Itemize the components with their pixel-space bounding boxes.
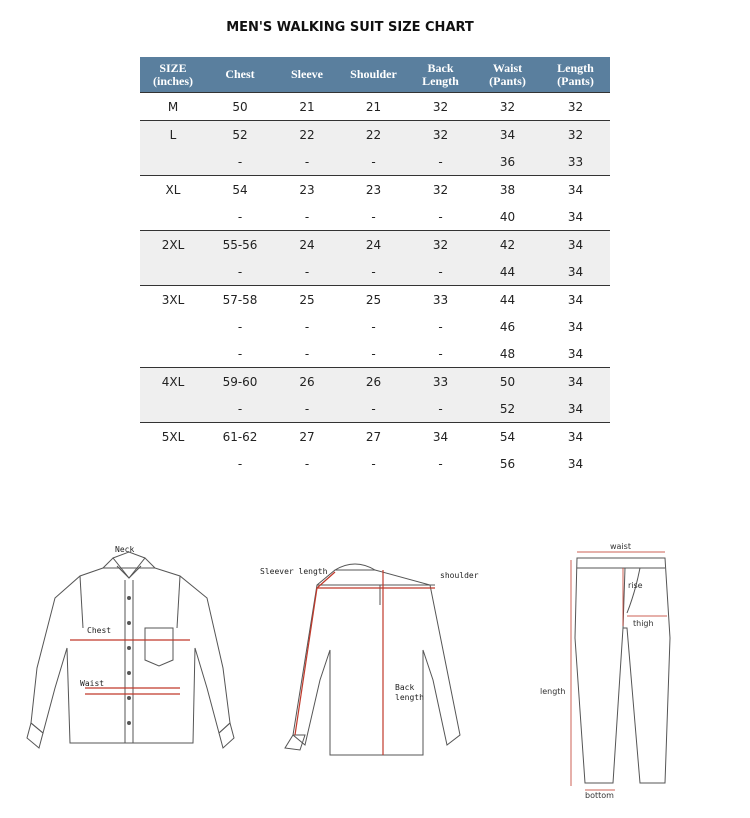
table-row <box>140 368 610 396</box>
table-cell: 26 <box>274 368 340 396</box>
table-cell: 34 <box>541 395 610 423</box>
table-row <box>140 258 610 286</box>
thigh-label: thigh <box>633 619 654 628</box>
table-cell: - <box>438 346 443 361</box>
table-cell: 32 <box>407 93 474 121</box>
table-cell: - <box>304 209 310 224</box>
table-cell: 34 <box>541 176 610 204</box>
column-header-text: (inches) <box>153 73 193 88</box>
table-cell <box>140 395 206 423</box>
table-cell: - <box>340 395 407 423</box>
table-cell: 52 <box>206 121 274 149</box>
table-cell: 54 <box>206 176 274 204</box>
table-cell: 23 <box>274 176 340 204</box>
pants-length-label: length <box>540 687 566 696</box>
table-cell: 54 <box>474 423 541 451</box>
table-row <box>140 395 610 423</box>
table-cell: - <box>438 209 443 224</box>
table-row <box>140 450 610 477</box>
table-cell: 52 <box>474 395 541 423</box>
column-header-text: Back Length <box>422 60 459 88</box>
table-cell: 34 <box>567 346 584 361</box>
pants-diagram <box>535 538 675 800</box>
table-row <box>140 313 610 340</box>
column-header-text: Chest <box>225 67 255 81</box>
column-header <box>274 57 340 93</box>
table-cell: 3XL <box>140 286 206 314</box>
table-cell: 25 <box>274 286 340 314</box>
table-cell: 34 <box>474 121 541 149</box>
table-cell: - <box>407 395 474 423</box>
table-cell: 33 <box>407 286 474 314</box>
bottom-label: bottom <box>585 791 614 800</box>
table-cell: 22 <box>340 121 407 149</box>
sleeve-length-label: Sleever length <box>260 567 328 576</box>
table-cell: 32 <box>407 121 474 149</box>
table-cell: 23 <box>340 176 407 204</box>
table-cell: 40 <box>499 209 516 224</box>
table-cell: 55-56 <box>206 231 274 259</box>
table-cell: 44 <box>474 286 541 314</box>
table-cell: 50 <box>474 368 541 396</box>
table-cell: 27 <box>340 423 407 451</box>
table-cell: 50 <box>206 93 274 121</box>
table-cell: 57-58 <box>206 286 274 314</box>
table-cell: 24 <box>340 231 407 259</box>
back-length-label-2: length <box>395 693 424 702</box>
table-row <box>140 203 610 231</box>
table-cell: - <box>304 319 310 334</box>
table-cell: 32 <box>541 121 610 149</box>
table-cell: 27 <box>274 423 340 451</box>
table-cell <box>140 450 206 477</box>
size-table <box>140 57 610 477</box>
table-cell: 38 <box>474 176 541 204</box>
table-cell: 26 <box>340 368 407 396</box>
table-cell: - <box>274 395 340 423</box>
table-cell: - <box>206 148 274 176</box>
table-cell: 48 <box>499 346 516 361</box>
shirt-front-drawing <box>25 538 235 768</box>
column-header <box>541 57 610 93</box>
table-row <box>140 148 610 176</box>
column-header <box>340 57 407 93</box>
table-cell: 24 <box>274 231 340 259</box>
table-cell: 2XL <box>140 231 206 259</box>
shirt-back-drawing <box>255 550 485 770</box>
table-cell: 34 <box>567 319 584 334</box>
table-cell: L <box>140 121 206 149</box>
table-cell: - <box>407 148 474 176</box>
table-cell: 34 <box>541 286 610 314</box>
table-cell: 32 <box>474 93 541 121</box>
table-cell: 34 <box>567 209 584 224</box>
table-cell: 56 <box>499 456 516 471</box>
table-cell: 34 <box>567 456 584 471</box>
table-cell <box>140 203 206 231</box>
table-cell: 32 <box>407 176 474 204</box>
table-cell: - <box>371 209 376 224</box>
table-cell: - <box>438 456 443 471</box>
table-cell <box>140 313 206 340</box>
column-header <box>140 57 206 93</box>
table-cell: 34 <box>407 423 474 451</box>
table-cell: - <box>237 346 243 361</box>
table-cell: 34 <box>541 258 610 286</box>
table-cell: - <box>340 148 407 176</box>
table-cell: - <box>304 456 310 471</box>
table-cell: - <box>206 258 274 286</box>
table-cell: 61-62 <box>206 423 274 451</box>
table-cell: - <box>274 258 340 286</box>
table-cell: - <box>371 319 376 334</box>
column-header-text: Shoulder <box>350 67 397 81</box>
table-row <box>140 121 610 149</box>
shirt-front-diagram <box>25 538 235 768</box>
column-header <box>407 57 474 93</box>
table-cell: 34 <box>541 231 610 259</box>
chart-title: MEN'S WALKING SUIT SIZE CHART <box>226 20 474 35</box>
table-cell: 59-60 <box>206 368 274 396</box>
table-cell: XL <box>140 176 206 204</box>
table-cell <box>140 148 206 176</box>
table-cell: - <box>371 456 376 471</box>
neck-label: Neck <box>115 545 135 554</box>
column-header-text: Length <box>557 60 594 75</box>
table-cell: 5XL <box>140 423 206 451</box>
table-row <box>140 176 610 204</box>
table-cell: - <box>438 319 443 334</box>
column-header-text: Waist <box>492 60 523 75</box>
table-cell: 36 <box>474 148 541 176</box>
column-header <box>474 57 541 93</box>
table-cell: M <box>140 93 206 121</box>
header-row <box>140 57 610 93</box>
shirt-back-diagram <box>255 550 485 770</box>
table-cell: 33 <box>541 148 610 176</box>
chest-label: Chest <box>87 626 112 635</box>
table-cell: - <box>274 148 340 176</box>
table-cell: 46 <box>499 319 516 334</box>
table-cell: - <box>407 258 474 286</box>
table-cell: 32 <box>407 231 474 259</box>
column-header-text: SIZE <box>159 60 187 75</box>
table-row <box>140 423 610 451</box>
table-cell: 33 <box>407 368 474 396</box>
table-cell: - <box>206 395 274 423</box>
table-row <box>140 340 610 368</box>
waist-label: Waist <box>80 679 105 688</box>
table-cell: - <box>237 456 243 471</box>
table-row <box>140 93 610 121</box>
table-body <box>140 93 610 478</box>
table-cell: 25 <box>340 286 407 314</box>
table-cell: 21 <box>340 93 407 121</box>
table-cell: 21 <box>274 93 340 121</box>
table-cell: 42 <box>474 231 541 259</box>
table-cell <box>140 340 206 368</box>
table-cell: 44 <box>474 258 541 286</box>
table-cell: 32 <box>541 93 610 121</box>
pants-drawing <box>535 538 675 800</box>
table-cell <box>140 258 206 286</box>
table-cell: - <box>237 319 243 334</box>
shoulder-label: shoulder <box>440 571 479 580</box>
column-header-text: Sleeve <box>291 67 323 81</box>
table-cell: 22 <box>274 121 340 149</box>
column-header-text: (Pants) <box>557 73 594 88</box>
table-cell: - <box>237 209 243 224</box>
table-cell: - <box>371 346 376 361</box>
table-cell: - <box>340 258 407 286</box>
table-cell: 34 <box>541 423 610 451</box>
table-row <box>140 286 610 314</box>
back-length-label-1: Back <box>395 683 415 692</box>
table-cell: - <box>304 346 310 361</box>
rise-label: rise <box>628 581 643 590</box>
column-header <box>206 57 274 93</box>
table-cell: 34 <box>541 368 610 396</box>
column-header-text: (Pants) <box>489 73 526 88</box>
pants-waist-label: waist <box>610 542 631 551</box>
table-cell: 4XL <box>140 368 206 396</box>
table-row <box>140 231 610 259</box>
